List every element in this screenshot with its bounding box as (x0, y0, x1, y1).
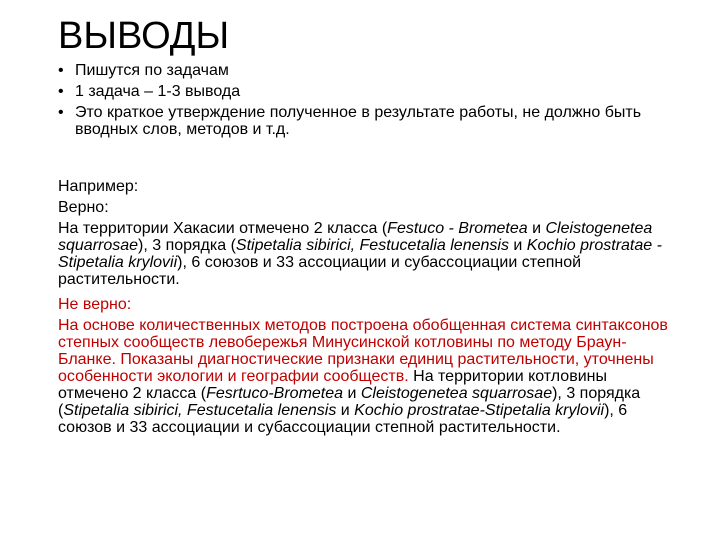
text-run: и (527, 220, 546, 237)
taxon-name: Kochio prostratae-Stipetalia krylovii (354, 402, 605, 419)
taxon-name: Fesrtuco-Brometea (206, 385, 344, 402)
taxon-name: Cleistogenetea squarrosae (58, 220, 653, 254)
text-run: На территории котловины отмечено 2 класса ( (58, 368, 607, 402)
bullet-item (58, 83, 678, 100)
correct-label: Верно: (58, 199, 109, 216)
bullet-dot: • (58, 104, 64, 121)
bullet-text: Это краткое утверждение полученное в результате работы, не должно быть вводных слов, методов и т.д. (75, 104, 642, 138)
taxon-name: Kochio prostratae - Stipetalia krylovii (58, 237, 662, 271)
taxon-name: Festuco - Brometea (387, 220, 528, 237)
bullet-item (58, 62, 678, 79)
example-section (58, 178, 678, 444)
text-run: ), 6 союзов и 33 ассоциации и субассоциации степной растительности. (58, 402, 628, 436)
bullet-list (58, 62, 678, 142)
taxon-name: Cleistogenetea squarrosae (360, 385, 553, 402)
bullet-dot: • (58, 62, 64, 79)
incorrect-example-text (58, 317, 678, 436)
example-label: Например: (58, 178, 139, 195)
text-run: и (343, 385, 361, 402)
text-run: ), 3 порядка ( (58, 385, 641, 419)
text-run: и (508, 237, 527, 254)
slide-title: ВЫВОДЫ (58, 15, 230, 57)
bullet-text: 1 задача – 1-3 вывода (75, 83, 241, 100)
bullet-item (58, 104, 678, 138)
text-run: На территории Хакасии отмечено 2 класса ( (58, 220, 388, 237)
bullet-text: Пишутся по задачам (75, 62, 229, 79)
incorrect-label: Не верно: (58, 296, 132, 313)
correct-example-text (58, 220, 678, 288)
incorrect-text-run: На основе количественных методов построена обобщенная система синтаксонов степных сообществ левобережья Минусинской котловины по методу Браун-Бланке. Показаны диагностические признаки единиц растительности, уточнены особенности экологии и географии сообществ. (58, 317, 668, 385)
text-run: ), 3 порядка ( (138, 237, 236, 254)
taxon-name: Stipetalia sibirici, Festucetalia lenensis (235, 237, 509, 254)
bullet-dot: • (58, 83, 64, 100)
text-run: и (336, 402, 355, 419)
taxon-name: Stipetalia sibirici, Festucetalia lenensis (63, 402, 337, 419)
text-run: ), 6 союзов и 33 ассоциации и субассоциации степной растительности. (58, 254, 582, 288)
